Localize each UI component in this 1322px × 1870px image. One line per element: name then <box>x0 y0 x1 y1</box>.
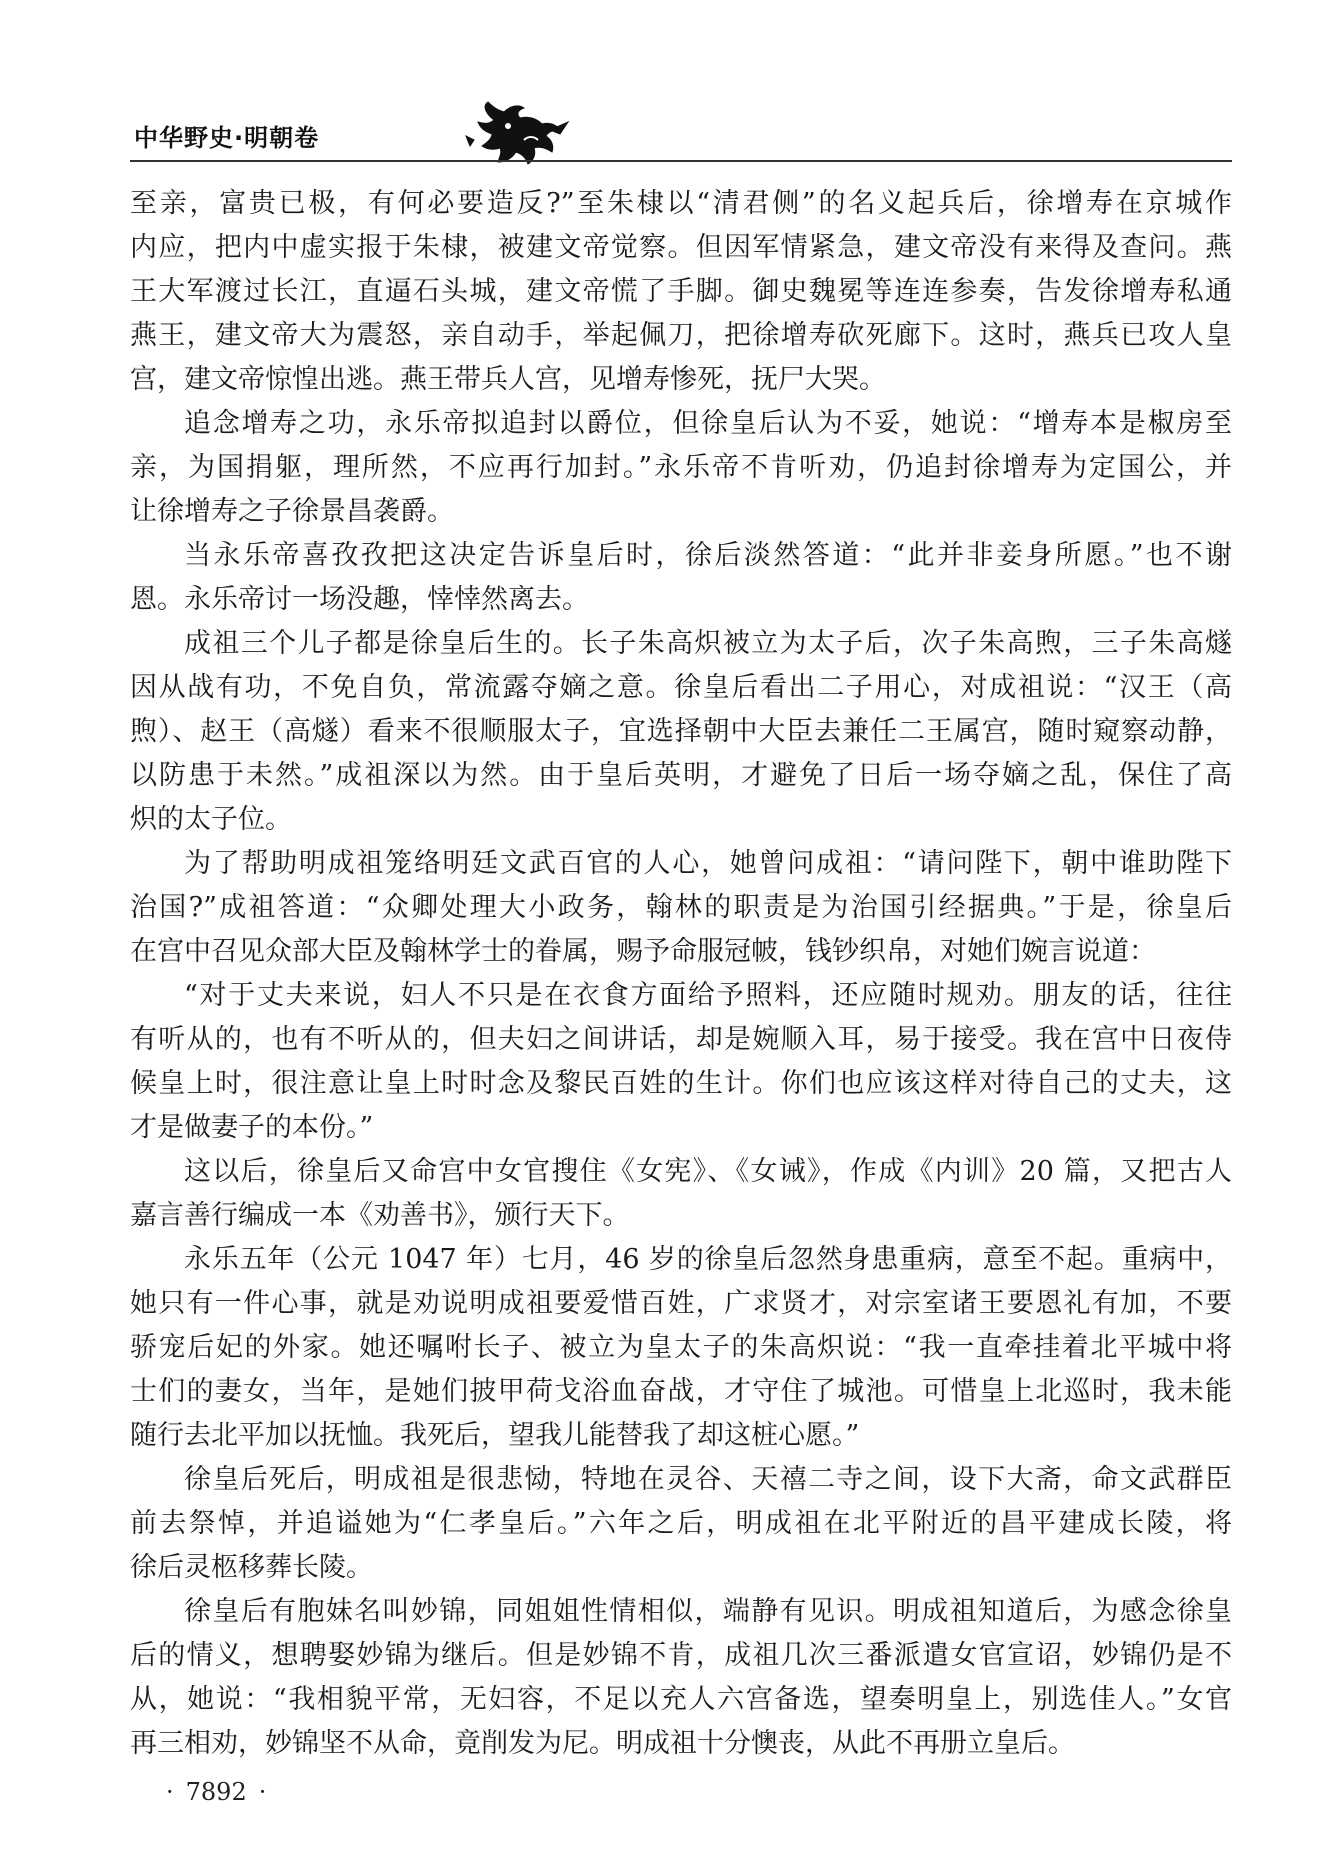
text-line: 煦）、赵王（高燧）看来不很顺服太子，宜选择朝中大臣去兼任二王属宫，随时窥察动静， <box>130 716 1232 747</box>
text-line: “对于丈夫来说，妇人不只是在衣食方面给予照料，还应随时规劝。朋友的话，往往 <box>184 980 1232 1011</box>
text-line: 为了帮助明成祖笼络明廷文武百官的人心，她曾问成祖：“请问陛下，朝中谁助陛下 <box>184 848 1232 879</box>
text-line: 后的情义，想聘娶妙锦为继后。但是妙锦不肯，成祖几次三番派遣女官宣诏，妙锦仍是不 <box>130 1640 1232 1671</box>
text-line: 燕王，建文帝大为震怒，亲自动手，举起佩刀，把徐增寿砍死廊下。这时，燕兵已攻人皇 <box>130 320 1232 351</box>
book-title: 中华野史·明朝卷 <box>134 124 320 152</box>
page-body <box>130 182 1232 1766</box>
dragon-emblem-icon <box>464 100 574 168</box>
text-line: 士们的妻女，当年，是她们披甲荷戈浴血奋战，才守住了城池。可惜皇上北巡时，我未能 <box>130 1376 1232 1407</box>
text-line: 从，她说：“我相貌平常，无妇容，不足以充人六宫备选，望奏明皇上，别选佳人。”女官 <box>130 1684 1232 1715</box>
text-line: 宫，建文帝惊惶出逃。燕王带兵人宫，见增寿惨死，抚尸大哭。 <box>130 364 886 395</box>
text-line: 骄宠后妃的外家。她还嘱咐长子、被立为皇太子的朱高炽说：“我一直牵挂着北平城中将 <box>130 1332 1232 1363</box>
running-header <box>134 108 564 160</box>
text-line: 徐后灵柩移葬长陵。 <box>130 1552 373 1583</box>
footer-dot-right: · <box>258 1778 267 1806</box>
text-line: 因从战有功，不免自负，常流露夺嫡之意。徐皇后看出二子用心，对成祖说：“汉王（高 <box>130 672 1232 703</box>
text-line: 她只有一件心事，就是劝说明成祖要爱惜百姓，广求贤才，对宗室诸王要恩礼有加，不要 <box>130 1288 1232 1319</box>
footer-dot-left: · <box>166 1778 174 1806</box>
text-line: 徐皇后有胞妹名叫妙锦，同姐姐性情相似，端静有见识。明成祖知道后，为感念徐皇 <box>184 1596 1232 1627</box>
text-line: 候皇上时，很注意让皇上时时念及黎民百姓的生计。你们也应该这样对待自己的丈夫，这 <box>130 1068 1232 1099</box>
text-line: 才是做妻子的本份。” <box>130 1112 374 1143</box>
text-line: 内应，把内中虚实报于朱棣，被建文帝觉察。但因军情紧急，建文帝没有来得及查问。燕 <box>130 232 1232 263</box>
text-line: 以防患于未然。”成祖深以为然。由于皇后英明，才避免了日后一场夺嫡之乱，保住了高 <box>130 760 1232 791</box>
text-line: 再三相劝，妙锦坚不从命，竟削发为尼。明成祖十分懊丧，从此不再册立皇后。 <box>130 1728 1075 1759</box>
text-line: 治国?”成祖答道：“众卿处理大小政务，翰林的职责是为治国引经据典。”于是，徐皇后 <box>130 892 1232 923</box>
text-line: 成祖三个儿子都是徐皇后生的。长子朱高炽被立为太子后，次子朱高煦，三子朱高燧 <box>184 628 1232 659</box>
page-footer <box>160 1778 272 1806</box>
text-line: 前去祭悼，并追谥她为“仁孝皇后。”六年之后，明成祖在北平附近的昌平建成长陵，将 <box>130 1508 1232 1539</box>
text-line: 亲，为国捐躯，理所然，不应再行加封。”永乐帝不肯听劝，仍追封徐增寿为定国公，并 <box>130 452 1232 483</box>
page-number: 7892 <box>185 1778 247 1806</box>
text-line: 至亲，富贵已极，有何必要造反?”至朱棣以“清君侧”的名义起兵后，徐增寿在京城作 <box>130 188 1232 219</box>
text-line: 这以后，徐皇后又命宫中女官搜住《女宪》、《女诫》，作成《内训》20 篇，又把古人 <box>184 1156 1232 1187</box>
text-line: 永乐五年（公元 1047 年）七月，46 岁的徐皇后忽然身患重病，意至不起。重病中， <box>184 1244 1232 1275</box>
text-line: 让徐增寿之子徐景昌袭爵。 <box>130 496 454 527</box>
text-line: 恩。永乐帝讨一场没趣，悻悻然离去。 <box>130 584 589 615</box>
text-line: 王大军渡过长江，直逼石头城，建文帝慌了手脚。御史魏冕等连连参奏，告发徐增寿私通 <box>130 276 1232 307</box>
text-line: 追念增寿之功，永乐帝拟追封以爵位，但徐皇后认为不妥，她说：“增寿本是椒房至 <box>184 408 1232 439</box>
text-line: 徐皇后死后，明成祖是很悲恸，特地在灵谷、天禧二寺之间，设下大斋，命文武群臣 <box>184 1464 1232 1495</box>
text-line: 当永乐帝喜孜孜把这决定告诉皇后时，徐后淡然答道：“此并非妾身所愿。”也不谢 <box>184 540 1232 571</box>
text-line: 有听从的，也有不听从的，但夫妇之间讲话，却是婉顺入耳，易于接受。我在宫中日夜侍 <box>130 1024 1232 1055</box>
text-line: 嘉言善行编成一本《劝善书》，颁行天下。 <box>130 1200 630 1231</box>
text-line: 炽的太子位。 <box>130 804 292 835</box>
text-line: 在宫中召见众部大臣及翰林学士的眷属，赐予命服冠帔，钱钞织帛，对她们婉言说道： <box>130 936 1156 967</box>
text-line: 随行去北平加以抚恤。我死后，望我儿能替我了却这桩心愿。” <box>130 1420 860 1451</box>
header-divider <box>130 160 1232 162</box>
